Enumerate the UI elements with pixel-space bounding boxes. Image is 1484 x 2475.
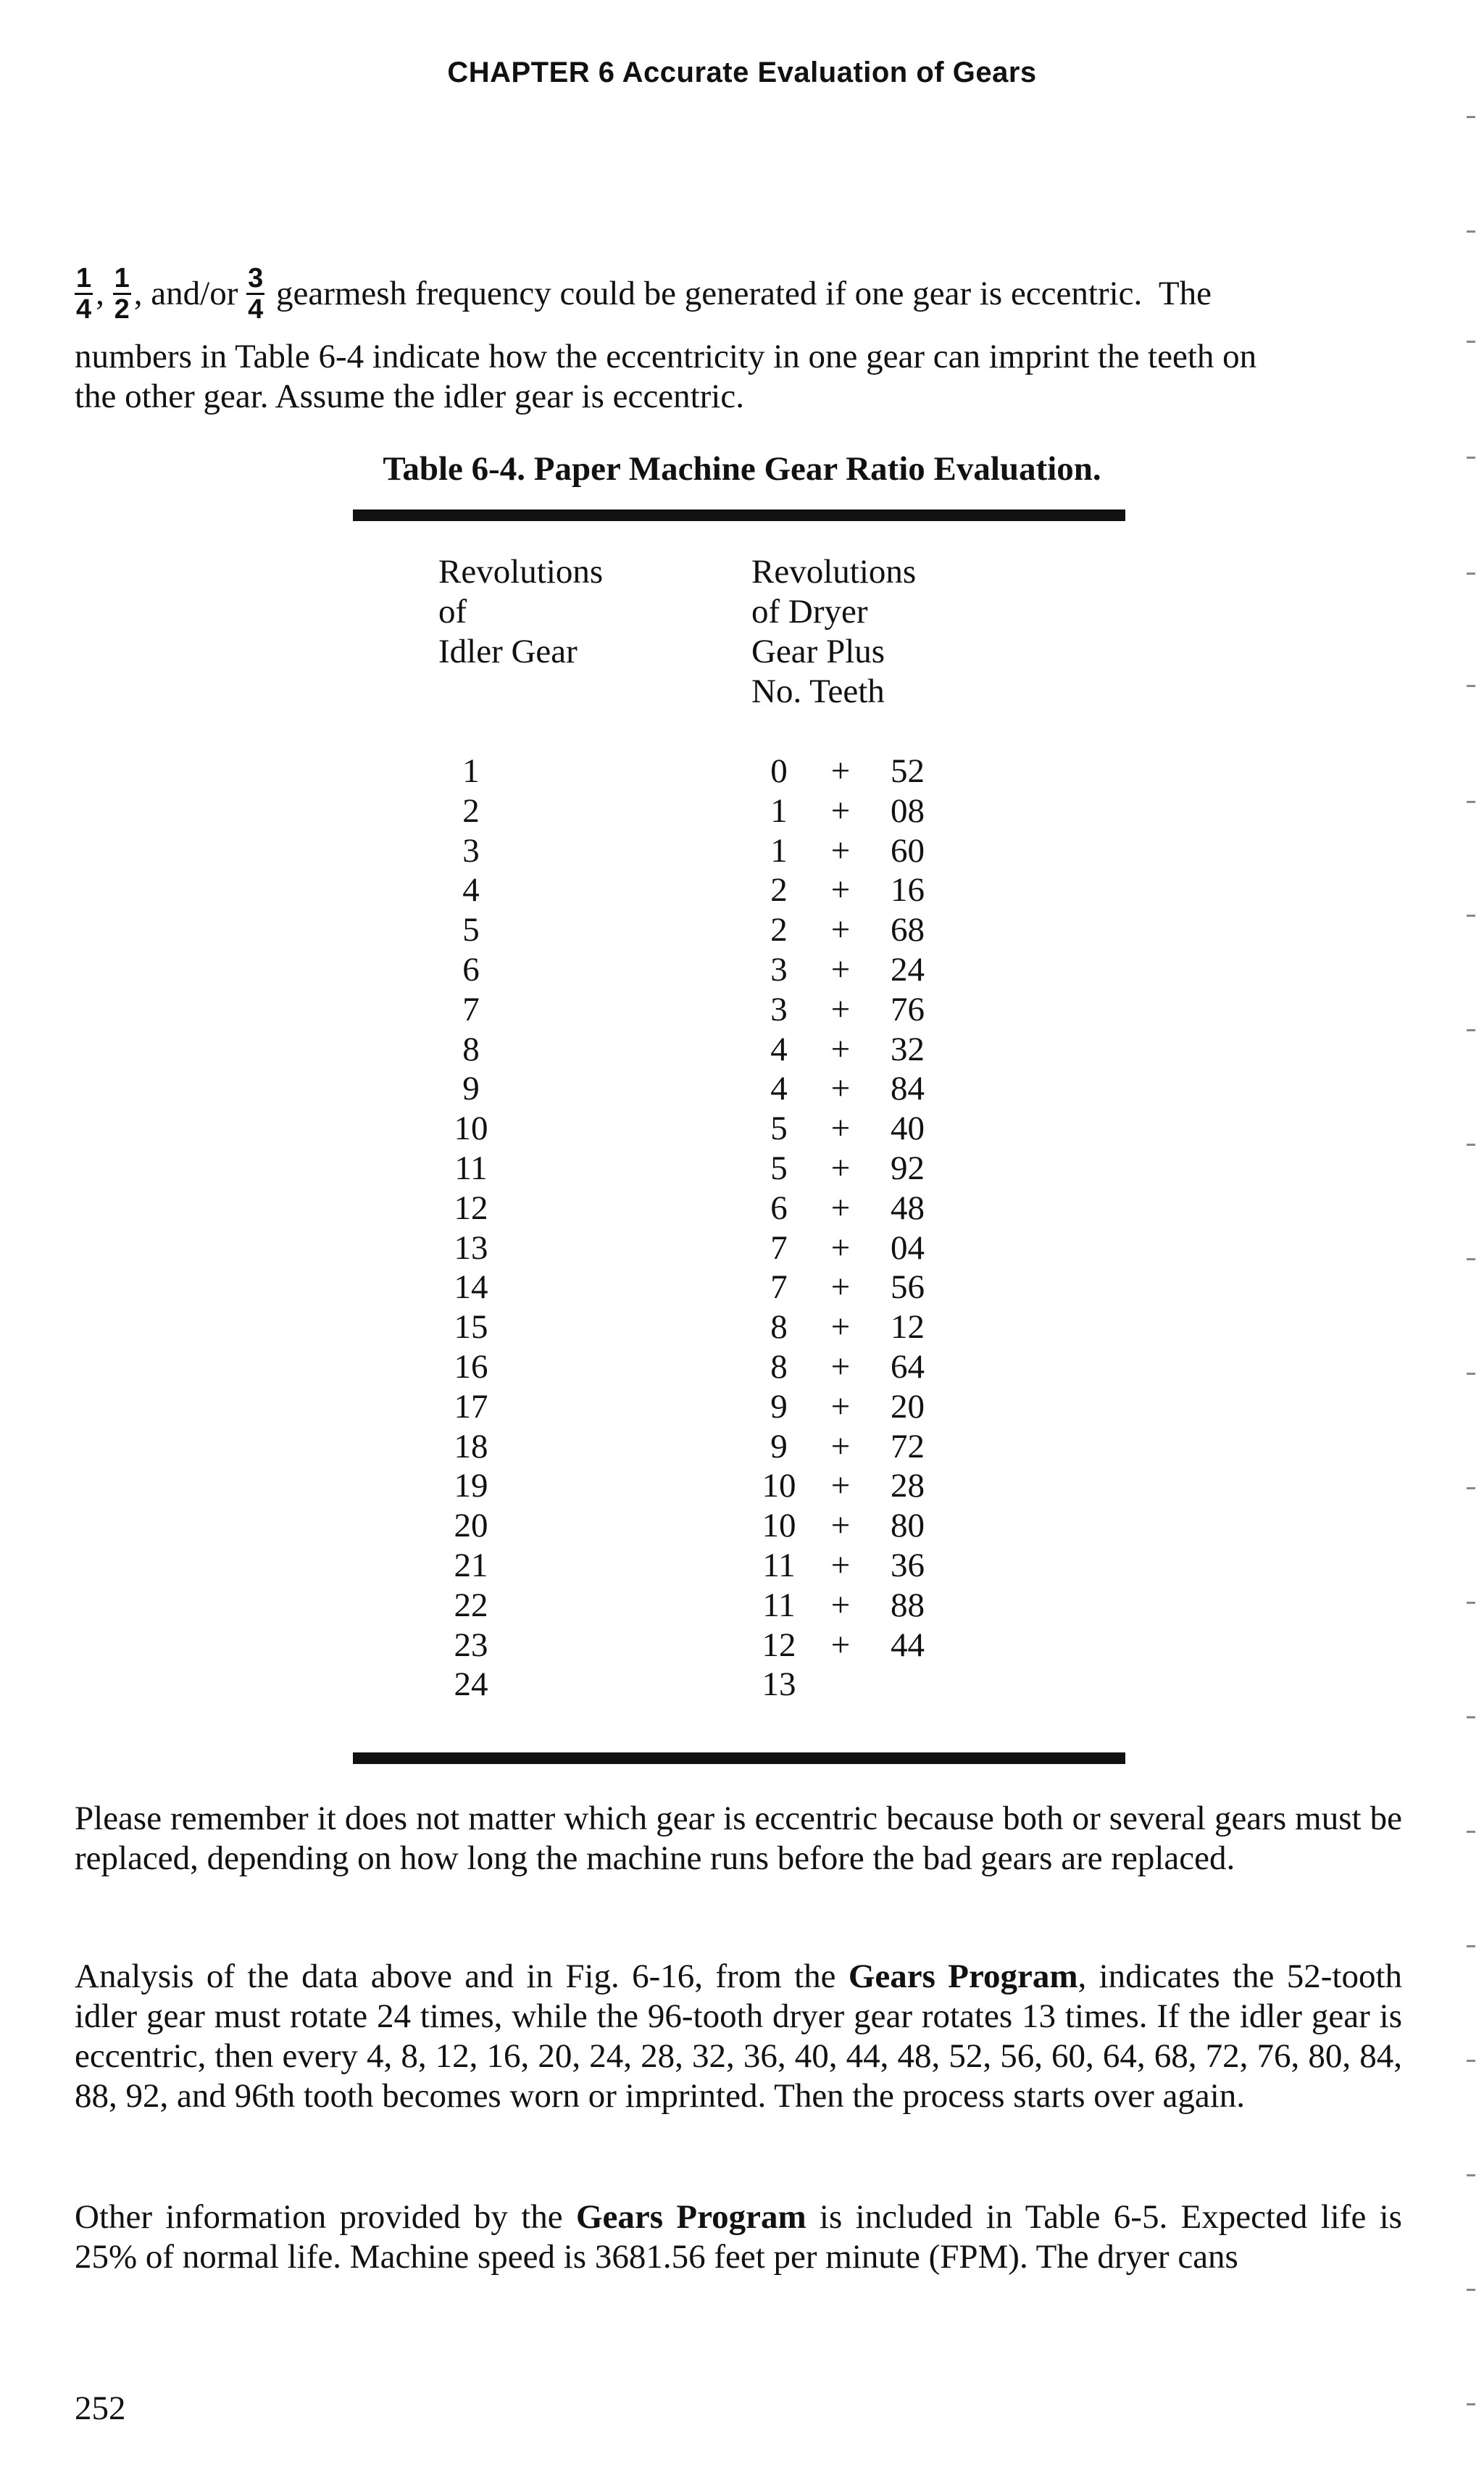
dryer-revolutions-cell: 5 [770,1149,788,1187]
intro-paragraph [75,250,1402,417]
plus-sign-cell: + [830,950,851,989]
plus-sign-cell: + [830,752,851,790]
margin-tick [1467,1258,1475,1260]
plus-sign-cell: + [830,911,851,949]
idler-revolutions-cell: 17 [454,1387,488,1426]
idler-revolutions-cell: 18 [454,1427,488,1465]
column-header-dryer [751,552,916,712]
dryer-revolutions-cell: 3 [770,990,788,1028]
header-line: No. Teeth [751,673,885,710]
table-row [0,950,1484,990]
plus-sign-cell: + [830,1268,851,1307]
paragraph-analysis [75,1957,1402,2116]
idler-revolutions-cell: 10 [454,1110,488,1148]
table-row [0,1189,1484,1228]
paragraph-text: is included in Table 6-5. Expected life is 25% of normal life. Machine speed is 3681.56 feet per minute (FPM). The dryer cans [75,2198,1402,2276]
fraction-denominator: 4 [76,294,92,325]
plus-sign-cell: + [830,1149,851,1187]
dryer-revolutions-cell: 4 [770,1070,788,1108]
idler-revolutions-cell: 23 [454,1626,488,1664]
dryer-revolutions-cell: 0 [770,752,788,790]
plus-sign-cell: + [830,1467,851,1505]
margin-tick [1467,1029,1475,1031]
idler-revolutions-cell: 11 [454,1149,488,1187]
margin-tick [1467,685,1475,687]
header-line: Revolutions [751,553,917,591]
margin-tick [1467,2174,1475,2176]
column-header-idler [438,552,603,672]
dryer-revolutions-cell: 4 [770,1030,788,1068]
teeth-count-cell: 56 [891,1268,925,1307]
margin-tick [1467,230,1475,233]
margin-tick [1467,2289,1475,2291]
table-row [0,1387,1484,1427]
paragraph-other-info [75,2197,1402,2277]
teeth-count-cell: 44 [891,1626,925,1664]
teeth-count-cell: 24 [891,950,925,989]
fraction-numerator: 1 [76,262,92,294]
idler-revolutions-cell: 19 [454,1467,488,1505]
margin-ticks [1461,0,1475,2475]
fraction-numerator: 1 [114,262,130,294]
paragraph-text: , indicates the 52-tooth idler gear must rotate 24 times, while the 96-tooth dryer gear rotates 13 times. If the idler gear is eccentric, then every 4, 8, 12, 16, 20, 24, 28, 32, 36, 40, 44, 48, 52, 56, 60, 64, 68, 72, 76, 80, 84, 88, 92, and 96th tooth becomes worn or imprinted. Then the process starts over again. [75,1958,1402,2115]
dryer-revolutions-cell: 7 [770,1228,788,1267]
teeth-count-cell: 52 [891,752,925,790]
fraction-denominator: 2 [114,294,130,325]
plus-sign-cell: + [830,990,851,1028]
plus-sign-cell: + [830,1347,851,1386]
idler-revolutions-cell: 16 [454,1347,488,1386]
dryer-revolutions-cell: 8 [770,1347,788,1386]
plus-sign-cell: + [830,1507,851,1545]
table-row [0,990,1484,1030]
plus-sign-cell: + [830,1626,851,1664]
idler-revolutions-cell: 13 [454,1228,488,1267]
teeth-count-cell: 80 [891,1507,925,1545]
paragraph-replacement: Please remember it does not matter which gear is eccentric because both or several gears must be replaced, depending on how long the machine runs before the bad gears are replaced. [75,1800,1402,1877]
fraction-denominator: 4 [248,294,264,325]
plus-sign-cell: + [830,1110,851,1148]
intro-line-3: the other gear. Assume the idler gear is eccentric. [75,378,744,415]
dryer-revolutions-cell: 2 [770,871,788,910]
idler-revolutions-cell: 3 [462,831,480,870]
teeth-count-cell: 08 [891,791,925,830]
idler-revolutions-cell: 24 [454,1665,488,1704]
plus-sign-cell: + [830,1189,851,1227]
header-line: of [438,593,467,631]
dryer-revolutions-cell: 7 [770,1268,788,1307]
intro-line-1 [75,250,1402,337]
table-row [0,1347,1484,1387]
fraction-three-quarters [246,264,264,324]
idler-revolutions-cell: 15 [454,1308,488,1347]
plus-sign-cell: + [830,1546,851,1584]
table-body [0,752,1484,1705]
margin-tick [1467,573,1475,575]
table-row [0,1466,1484,1506]
margin-tick [1467,1945,1475,1947]
dryer-revolutions-cell: 1 [770,791,788,830]
margin-tick [1467,457,1475,459]
table-row [0,791,1484,831]
table-row [0,1149,1484,1189]
intro-line-2: numbers in Table 6-4 indicate how the eccentricity in one gear can imprint the teeth on [75,338,1257,375]
teeth-count-cell: 72 [891,1427,925,1465]
dryer-revolutions-cell: 5 [770,1110,788,1148]
fraction-one-quarter [75,264,93,324]
idler-revolutions-cell: 6 [462,950,480,989]
dryer-revolutions-cell: 3 [770,950,788,989]
header-line: of Dryer [751,593,868,631]
plus-sign-cell: + [830,1586,851,1624]
program-name: Gears Program [848,1958,1078,1995]
intro-line-1-text: gearmesh frequency could be generated if one gear is eccentric. The [267,274,1212,312]
idler-revolutions-cell: 8 [462,1030,480,1068]
table-row [0,1506,1484,1546]
table-row [0,1586,1484,1626]
table-row [0,910,1484,950]
margin-tick [1467,2060,1475,2062]
table-row [0,1069,1484,1109]
table-row [0,1427,1484,1467]
fraction-separator: , and/or [133,274,247,312]
paragraph-text: Other information provided by the [75,2198,576,2236]
header-line: Idler Gear [438,633,578,670]
page-number: 252 [75,2389,126,2427]
paragraph-text: Analysis of the data above and in Fig. 6-16, from the [75,1958,849,1995]
table-top-rule [353,509,1125,521]
table-row [0,1665,1484,1705]
table-row [0,1228,1484,1268]
header-line: Revolutions [438,553,604,591]
margin-tick [1467,801,1475,803]
teeth-count-cell: 32 [891,1030,925,1068]
idler-revolutions-cell: 5 [462,911,480,949]
idler-revolutions-cell: 14 [454,1268,488,1307]
table-row [0,831,1484,871]
teeth-count-cell: 04 [891,1228,925,1267]
table-row [0,870,1484,910]
idler-revolutions-cell: 21 [454,1546,488,1584]
idler-revolutions-cell: 2 [462,791,480,830]
plus-sign-cell: + [830,1070,851,1108]
teeth-count-cell: 20 [891,1387,925,1426]
margin-tick [1467,915,1475,917]
table-row [0,1109,1484,1149]
teeth-count-cell: 68 [891,911,925,949]
plus-sign-cell: + [830,1228,851,1267]
fraction-numerator: 3 [248,262,264,294]
table-row [0,1030,1484,1070]
plus-sign-cell: + [830,1387,851,1426]
dryer-revolutions-cell: 2 [770,911,788,949]
idler-revolutions-cell: 22 [454,1586,488,1624]
dryer-revolutions-cell: 10 [762,1467,796,1505]
table-title: Table 6-4. Paper Machine Gear Ratio Evaluation. [383,450,1101,488]
dryer-revolutions-cell: 8 [770,1308,788,1347]
plus-sign-cell: + [830,791,851,830]
idler-revolutions-cell: 1 [462,752,480,790]
teeth-count-cell: 76 [891,990,925,1028]
plus-sign-cell: + [830,871,851,910]
idler-revolutions-cell: 12 [454,1189,488,1227]
program-name: Gears Program [575,2198,806,2236]
margin-tick [1467,1373,1475,1375]
idler-revolutions-cell: 9 [462,1070,480,1108]
dryer-revolutions-cell: 10 [762,1507,796,1545]
table-row [0,1626,1484,1665]
teeth-count-cell: 92 [891,1149,925,1187]
idler-revolutions-cell: 4 [462,871,480,910]
plus-sign-cell: + [830,1427,851,1465]
teeth-count-cell: 64 [891,1347,925,1386]
fraction-one-half [113,264,131,324]
dryer-revolutions-cell: 9 [770,1387,788,1426]
teeth-count-cell: 88 [891,1586,925,1624]
margin-tick [1467,116,1475,118]
dryer-revolutions-cell: 12 [762,1626,796,1664]
margin-tick [1467,2403,1475,2405]
dryer-revolutions-cell: 13 [762,1665,796,1704]
idler-revolutions-cell: 7 [462,990,480,1028]
teeth-count-cell: 28 [891,1467,925,1505]
dryer-revolutions-cell: 6 [770,1189,788,1227]
margin-tick [1467,1716,1475,1718]
fraction-separator: , [96,274,113,312]
table-row [0,1268,1484,1307]
margin-tick [1467,1602,1475,1604]
table-row [0,1546,1484,1586]
header-line: Gear Plus [751,633,885,670]
table-row [0,1307,1484,1347]
table-row [0,752,1484,791]
margin-tick [1467,1487,1475,1489]
dryer-revolutions-cell: 11 [762,1586,796,1624]
teeth-count-cell: 16 [891,871,925,910]
teeth-count-cell: 48 [891,1189,925,1227]
dryer-revolutions-cell: 1 [770,831,788,870]
teeth-count-cell: 12 [891,1308,925,1347]
plus-sign-cell: + [830,1308,851,1347]
dryer-revolutions-cell: 9 [770,1427,788,1465]
teeth-count-cell: 40 [891,1110,925,1148]
chapter-header: CHAPTER 6 Accurate Evaluation of Gears [447,57,1037,88]
teeth-count-cell: 84 [891,1070,925,1108]
idler-revolutions-cell: 20 [454,1507,488,1545]
plus-sign-cell: + [830,831,851,870]
teeth-count-cell: 60 [891,831,925,870]
margin-tick [1467,1831,1475,1833]
teeth-count-cell: 36 [891,1546,925,1584]
margin-tick [1467,1144,1475,1146]
margin-tick [1467,341,1475,343]
dryer-revolutions-cell: 11 [762,1546,796,1584]
plus-sign-cell: + [830,1030,851,1068]
table-bottom-rule [353,1752,1125,1764]
